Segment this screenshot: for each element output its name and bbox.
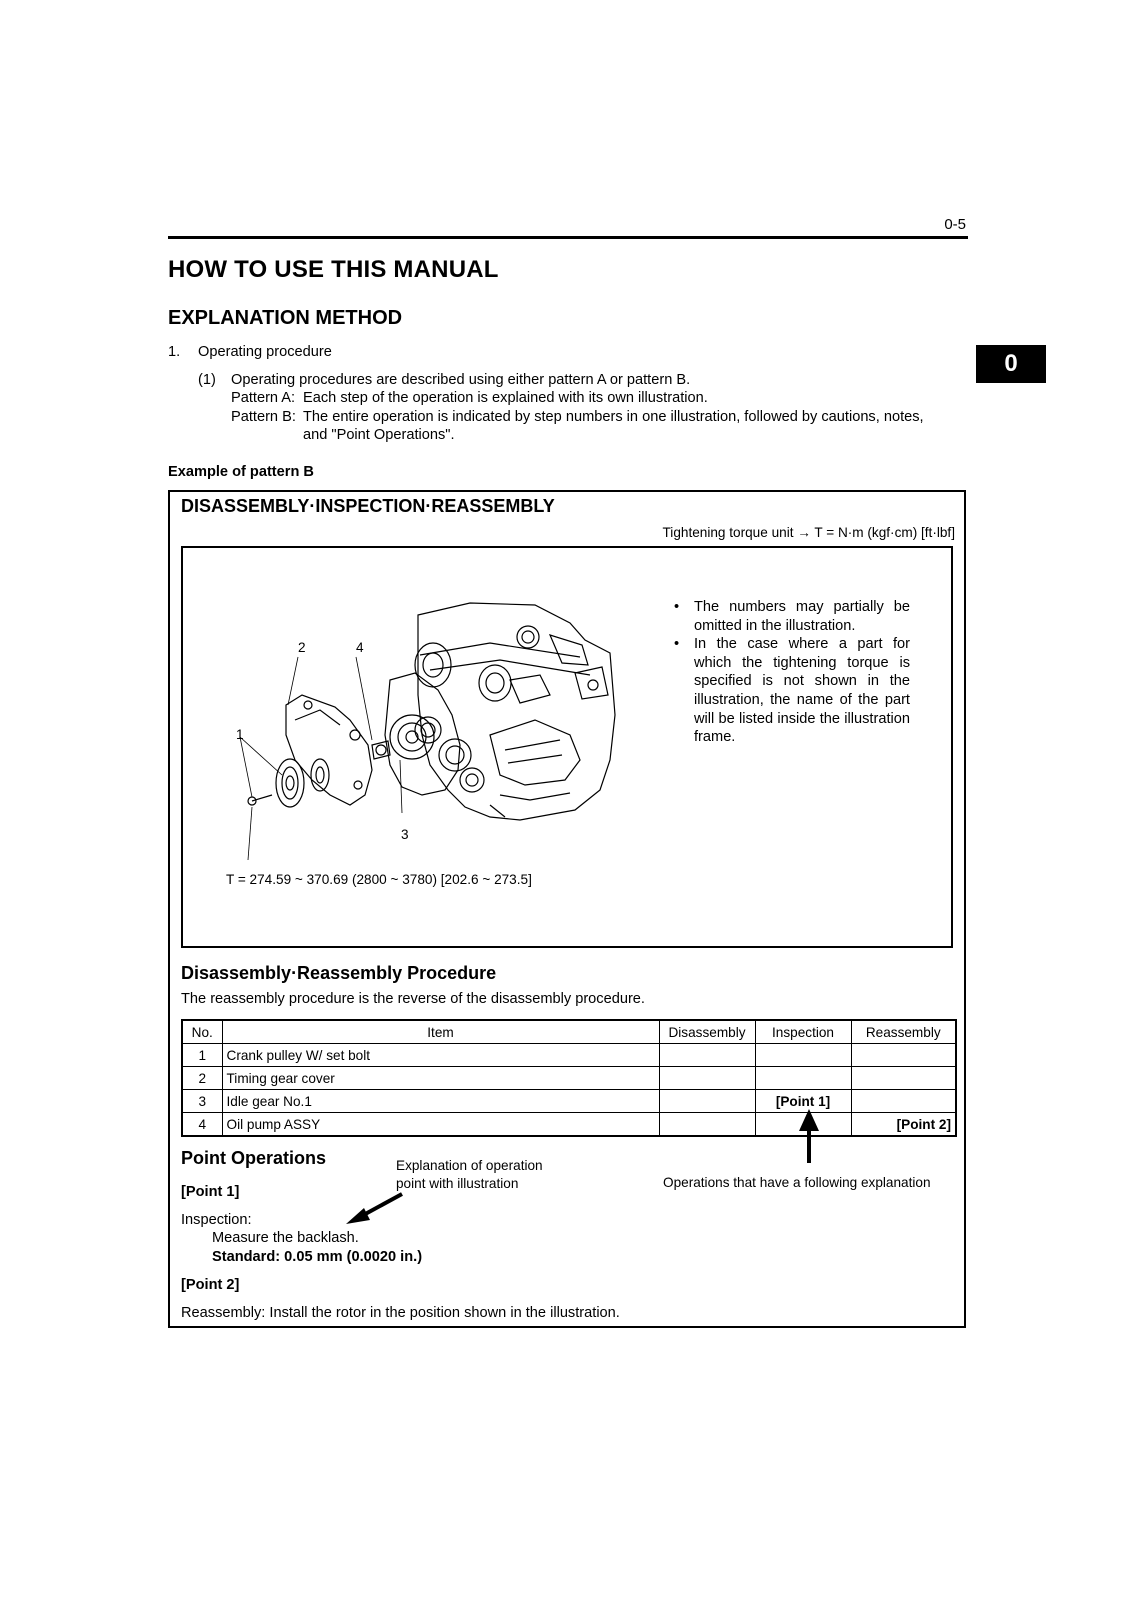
example-box-title: DISASSEMBLY·INSPECTION·REASSEMBLY xyxy=(181,496,555,516)
arrow-up-callout xyxy=(794,1107,824,1167)
row-no: 2 xyxy=(182,1067,222,1090)
pattern-b-text-2: and "Point Operations". xyxy=(303,427,455,443)
row-disassembly xyxy=(659,1067,755,1090)
section-title: EXPLANATION METHOD xyxy=(168,307,403,329)
row-inspection: [Point 1] xyxy=(755,1090,851,1113)
page-number: 0-5 xyxy=(944,216,966,233)
row-item: Oil pump ASSY xyxy=(222,1113,659,1137)
torque-unit-note: Tightening torque unit → T = N·m (kgf·cm) [ft·lbf] xyxy=(662,525,955,540)
parts-table xyxy=(181,1019,957,1137)
procedure-title: Disassembly·Reassembly Procedure xyxy=(181,963,497,983)
row-reassembly: [Point 2] xyxy=(851,1113,956,1137)
table-header-row xyxy=(182,1020,956,1044)
note-item: • The numbers may partially be omitted in the illustration. xyxy=(672,598,910,635)
standard-value: Standard: 0.05 mm (0.0020 in.) xyxy=(212,1249,423,1265)
row-no: 3 xyxy=(182,1090,222,1113)
callout-following-explanation: Operations that have a following explanation xyxy=(663,1175,931,1190)
table-row xyxy=(182,1090,956,1113)
pattern-b-label: Pattern B: xyxy=(231,409,296,425)
row-reassembly xyxy=(851,1067,956,1090)
header-rule xyxy=(168,236,968,239)
list-label: Operating procedure xyxy=(198,344,332,360)
page-title: HOW TO USE THIS MANUAL xyxy=(168,256,499,283)
chapter-tab: 0 xyxy=(976,345,1046,383)
pattern-b-text-1: The entire operation is indicated by step numbers in one illustration, followed by cautions, notes, xyxy=(303,409,924,425)
inspection-label: Inspection: xyxy=(181,1212,252,1228)
row-no: 1 xyxy=(182,1044,222,1067)
row-reassembly xyxy=(851,1090,956,1113)
table-row xyxy=(182,1067,956,1090)
note-item: • In the case where a part for which the tightening torque is specified is not shown in the illustration, the name of the part will be listed inside the illustration frame. xyxy=(672,635,910,747)
row-item: Timing gear cover xyxy=(222,1067,659,1090)
point-2-label: [Point 2] xyxy=(181,1277,240,1293)
table-row xyxy=(182,1044,956,1067)
header-no: No. xyxy=(182,1020,222,1044)
row-reassembly xyxy=(851,1044,956,1067)
callout-3: 3 xyxy=(401,827,409,842)
table-row xyxy=(182,1113,956,1137)
row-item: Crank pulley W/ set bolt xyxy=(222,1044,659,1067)
sub-number: (1) xyxy=(198,372,216,388)
pattern-a-label: Pattern A: xyxy=(231,390,296,406)
row-item: Idle gear No.1 xyxy=(222,1090,659,1113)
header-inspection: Inspection xyxy=(755,1020,851,1044)
header-reassembly: Reassembly xyxy=(851,1020,956,1044)
engine-illustration xyxy=(190,595,650,870)
illustration-notes xyxy=(672,598,910,747)
sub-text: Operating procedures are described using either pattern A or pattern B. xyxy=(231,372,691,388)
example-label: Example of pattern B xyxy=(168,464,314,480)
pattern-a-text: Each step of the operation is explained with its own illustration. xyxy=(303,390,708,406)
callout-explanation-line-1: Explanation of operation xyxy=(396,1158,543,1173)
row-disassembly xyxy=(659,1044,755,1067)
point-operations-title: Point Operations xyxy=(181,1148,327,1168)
callout-2: 2 xyxy=(298,640,306,655)
row-disassembly xyxy=(659,1113,755,1137)
callout-explanation-line-2: point with illustration xyxy=(396,1176,519,1191)
row-disassembly xyxy=(659,1090,755,1113)
point-1-label: [Point 1] xyxy=(181,1184,240,1200)
row-inspection xyxy=(755,1067,851,1090)
row-inspection xyxy=(755,1044,851,1067)
procedure-text: The reassembly procedure is the reverse of the disassembly procedure. xyxy=(181,991,645,1007)
reassembly-text: Reassembly: Install the rotor in the position shown in the illustration. xyxy=(181,1305,620,1321)
header-disassembly: Disassembly xyxy=(659,1020,755,1044)
callout-4: 4 xyxy=(356,640,364,655)
list-number: 1. xyxy=(168,344,181,360)
row-no: 4 xyxy=(182,1113,222,1137)
callout-1: 1 xyxy=(236,727,244,742)
header-item: Item xyxy=(222,1020,659,1044)
arrow-left-callout xyxy=(340,1188,410,1228)
inspection-text: Measure the backlash. xyxy=(212,1230,359,1246)
torque-value: T = 274.59 ~ 370.69 (2800 ~ 3780) [202.6 ~ 273.5] xyxy=(226,872,532,887)
